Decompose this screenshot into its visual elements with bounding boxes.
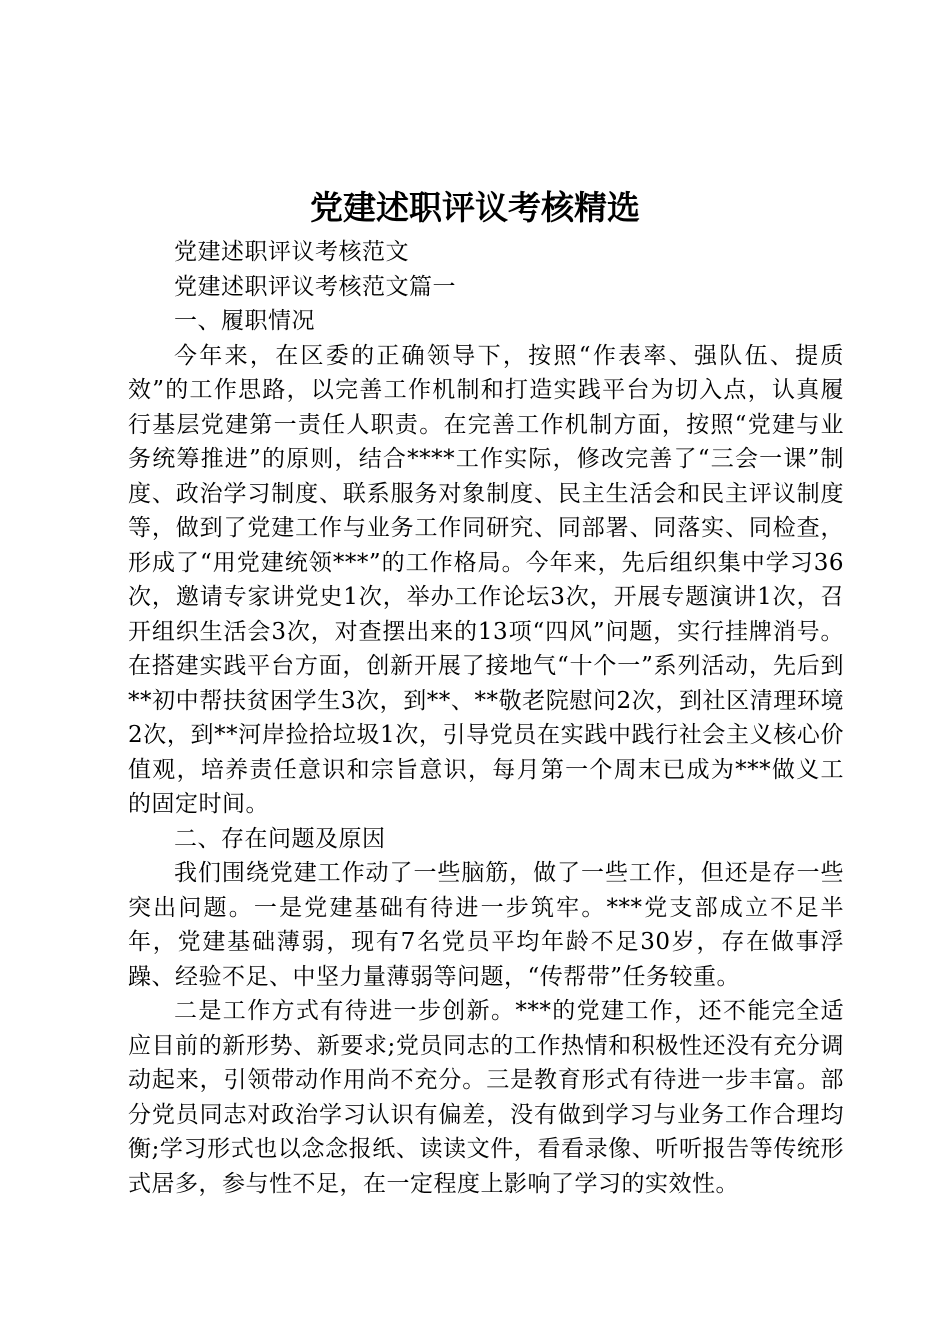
document-body bbox=[128, 235, 844, 1201]
section-heading-duties: 一、履职情况 bbox=[174, 308, 315, 334]
paragraph-duties-detail: 今年来，在区委的正确领导下，按照“作表率、强队伍、提质效”的工作思路，以完善工作机制和打造实践平台为切入点，认真履行基层党建第一责任人职责。在完善工作机制方面，按照“党建与业务统筹推进”的原则，结合****工作实际，修改完善了“三会一课”制度、政治学习制度、联系服务对象制度、民主生活会和民主评议制度等，做到了党建工作与业务工作同研究、同部署、同落实、同检查，形成了“用党建统领***”的工作格局。今年来，先后组织集中学习36次，邀请专家讲党史1次，举办工作论坛3次，开展专题演讲1次，召开组织生活会3次，对查摆出来的13项“四风”问题，实行挂牌消号。在搭建实践平台方面，创新开展了接地气“十个一”系列活动，先后到**初中帮扶贫困学生3次，到**、**敬老院慰问2次，到社区清理环境2次，到**河岸捡拾垃圾1次，引导党员在实践中践行社会主义核心价值观，培养责任意识和宗旨意识，每月第一个周末已成为***做义工的固定时间。 bbox=[128, 342, 844, 817]
paragraph-subtitle-part-one: 党建述职评议考核范文篇一 bbox=[174, 273, 456, 300]
section-heading-problems: 二、存在问题及原因 bbox=[174, 825, 386, 852]
paragraph-problems-two: 二是工作方式有待进一步创新。***的党建工作，还不能完全适应目前的新形势、新要求;党员同志的工作热情和积极性还没有充分调动起来，引领带动作用尚不充分。三是教育形式有待进一步丰富。部分党员同志对政治学习认识有偏差，没有做到学习与业务工作合理均衡;学习形式也以念念报纸、读读文件，看看录像、听听报告等传统形式居多，参与性不足，在一定程度上影响了学习的实效性。 bbox=[128, 998, 844, 1197]
paragraph-problems-one: 我们围绕党建工作动了一些脑筋，做了一些工作，但还是存一些突出问题。一是党建基础有待进一步筑牢。***党支部成立不足半年，党建基础薄弱，现有7名党员平均年龄不足30岁，存在做事浮躁、经验不足、中坚力量薄弱等问题，“传帮带”任务较重。 bbox=[128, 860, 844, 990]
paragraph-subtitle: 党建述职评议考核范文 bbox=[174, 239, 409, 265]
document-title: 党建述职评议考核精选 bbox=[310, 188, 640, 227]
